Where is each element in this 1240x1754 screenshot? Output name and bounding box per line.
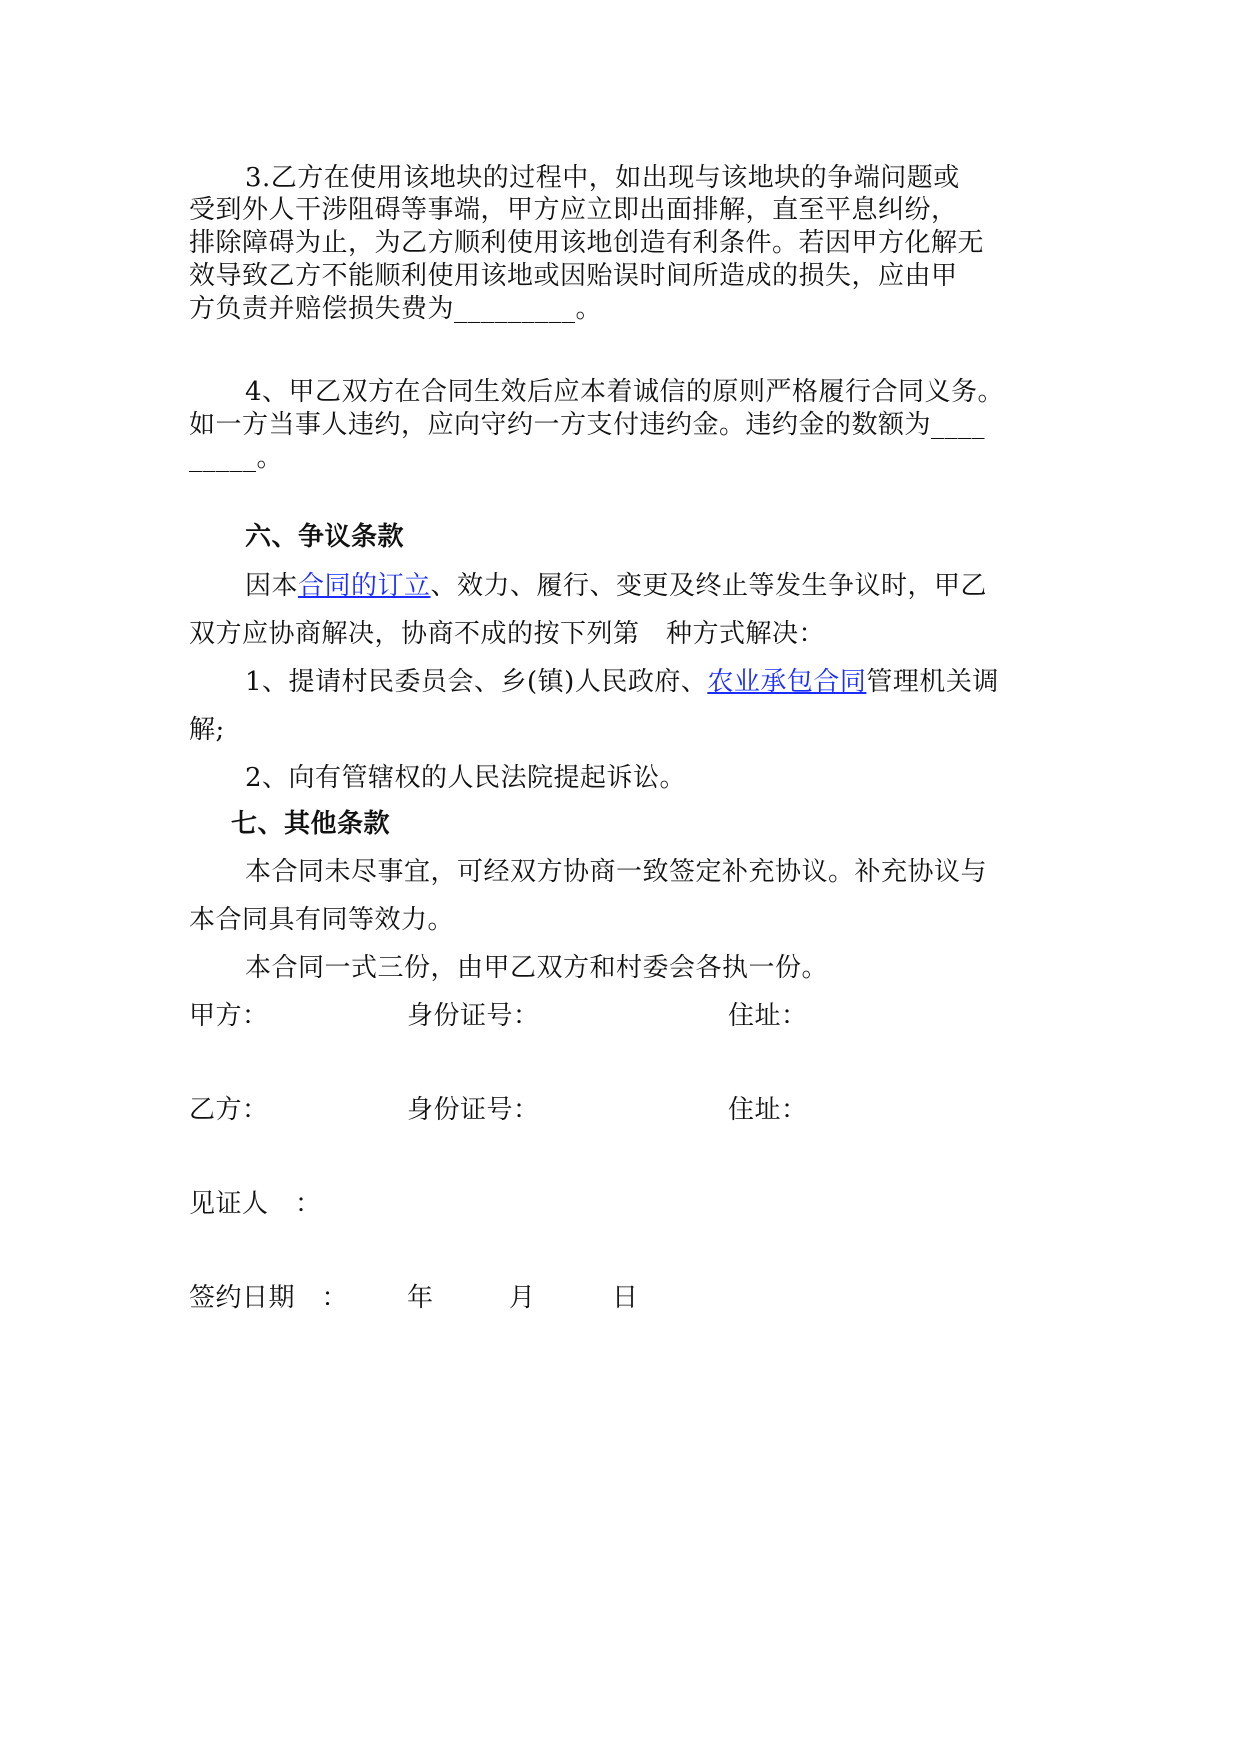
section6-p1-suffix: 、效力、履行、变更及终止等发生争议时，甲乙 — [430, 571, 988, 601]
section6-p1-prefix: 因本 — [245, 571, 299, 601]
date-year-label: 年 — [407, 1283, 434, 1313]
party-a-address-label: 住址： — [728, 1001, 808, 1031]
section7-p1-line1: 本合同未尽事宜，可经双方协商一致签定补充协议。补充协议与 — [245, 857, 988, 887]
agricultural-contract-link[interactable]: 农业承包合同 — [707, 667, 867, 697]
clause3-line4: 效导致乙方不能顺利使用该地或因贻误时间所造成的损失，应由甲 — [189, 261, 958, 291]
section7-p1-line2: 本合同具有同等效力。 — [189, 905, 455, 935]
clause4-line1: 4、甲乙双方在合同生效后应本着诚信的原则严格履行合同义务。 — [245, 377, 1005, 407]
section7-p2: 本合同一式三份，由甲乙双方和村委会各执一份。 — [245, 953, 829, 983]
clause4-line3: _____。 — [189, 443, 284, 473]
party-a-label: 甲方： — [189, 1001, 269, 1031]
date-month-label: 月 — [509, 1283, 536, 1313]
clause3-line2: 受到外人干涉阻碍等事端，甲方应立即出面排解，直至平息纠纷， — [189, 195, 958, 225]
section6-heading: 六、争议条款 — [245, 522, 405, 552]
witness-label: 见证人 ： — [189, 1189, 322, 1219]
section6-p1-line2: 双方应协商解决，协商不成的按下列第 种方式解决： — [189, 619, 826, 649]
section6-item1-prefix: 1、提请村民委员会、乡(镇)人民政府、 — [245, 667, 708, 697]
clause3-line5: 方负责并赔偿损失费为_________。 — [189, 294, 603, 324]
section6-item1 — [245, 666, 999, 698]
party-a-id-label: 身份证号： — [407, 1001, 540, 1031]
section6-item1-suffix: 管理机关调 — [866, 667, 999, 697]
party-b-id-label: 身份证号： — [407, 1095, 540, 1125]
party-b-label: 乙方： — [189, 1095, 269, 1125]
party-b-address-label: 住址： — [728, 1095, 808, 1125]
clause4-line2: 如一方当事人违约，应向守约一方支付违约金。违约金的数额为____ — [189, 410, 986, 440]
date-day-label: 日 — [612, 1283, 639, 1313]
contract-formation-link[interactable]: 合同的订立 — [298, 571, 431, 601]
section6-paragraph1 — [245, 570, 987, 602]
clause3-line1: 3.乙方在使用该地块的过程中，如出现与该地块的争端问题或 — [245, 163, 960, 193]
section6-item2: 2、向有管辖权的人民法院提起诉讼。 — [245, 763, 687, 793]
clause3-line3: 排除障碍为止，为乙方顺利使用该地创造有利条件。若因甲方化解无 — [189, 228, 985, 258]
section7-heading: 七、其他条款 — [231, 809, 391, 839]
signing-date-label: 签约日期 ： — [189, 1283, 349, 1313]
section6-item1-line2: 解; — [189, 715, 225, 745]
